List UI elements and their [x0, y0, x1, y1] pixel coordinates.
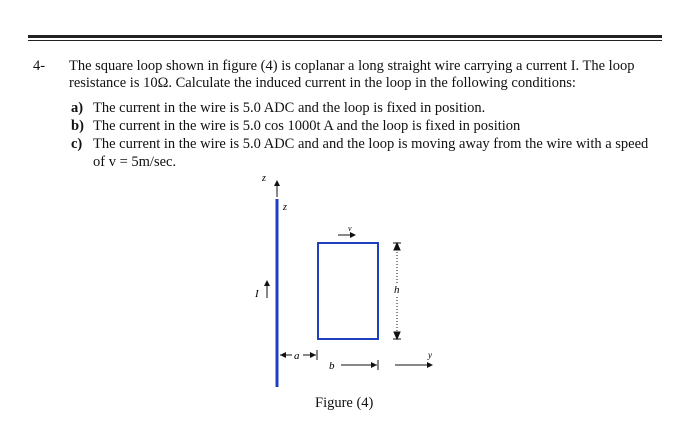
question-stem: The square loop shown in figure (4) is coplanar a long straight wire carrying a current I. The loop resistance is 10Ω. Calculate the induced current in the loop in the following conditions:	[69, 58, 635, 91]
height-arrow-bottom	[393, 332, 401, 339]
velocity-label: v	[348, 224, 352, 233]
square-loop	[318, 243, 378, 339]
z-label-near-wire: z	[283, 202, 287, 213]
question-number: 4-	[33, 58, 46, 74]
z-axis-label: z	[262, 173, 266, 184]
height-arrow-top	[393, 243, 401, 250]
option-c-text: The current in the wire is 5.0 ADC and and the loop is moving away from the wire with a speed of v = 5m/sec.	[93, 136, 649, 170]
figure-caption: Figure (4)	[315, 395, 374, 411]
option-b-label: b)	[71, 118, 84, 134]
gap-label: a	[294, 350, 300, 362]
gap-arrow-right	[310, 352, 316, 358]
option-b-text: The current in the wire is 5.0 cos 1000t A and the loop is fixed in position	[93, 118, 521, 134]
current-label: I	[255, 288, 259, 300]
option-a-text: The current in the wire is 5.0 ADC and the loop is fixed in position.	[93, 100, 486, 116]
y-axis-label: y	[428, 350, 432, 360]
height-label: h	[394, 284, 400, 296]
width-arrow	[371, 362, 377, 368]
option-a-label: a)	[71, 100, 84, 116]
width-label: b	[329, 360, 335, 372]
option-c-label: c)	[71, 136, 83, 152]
